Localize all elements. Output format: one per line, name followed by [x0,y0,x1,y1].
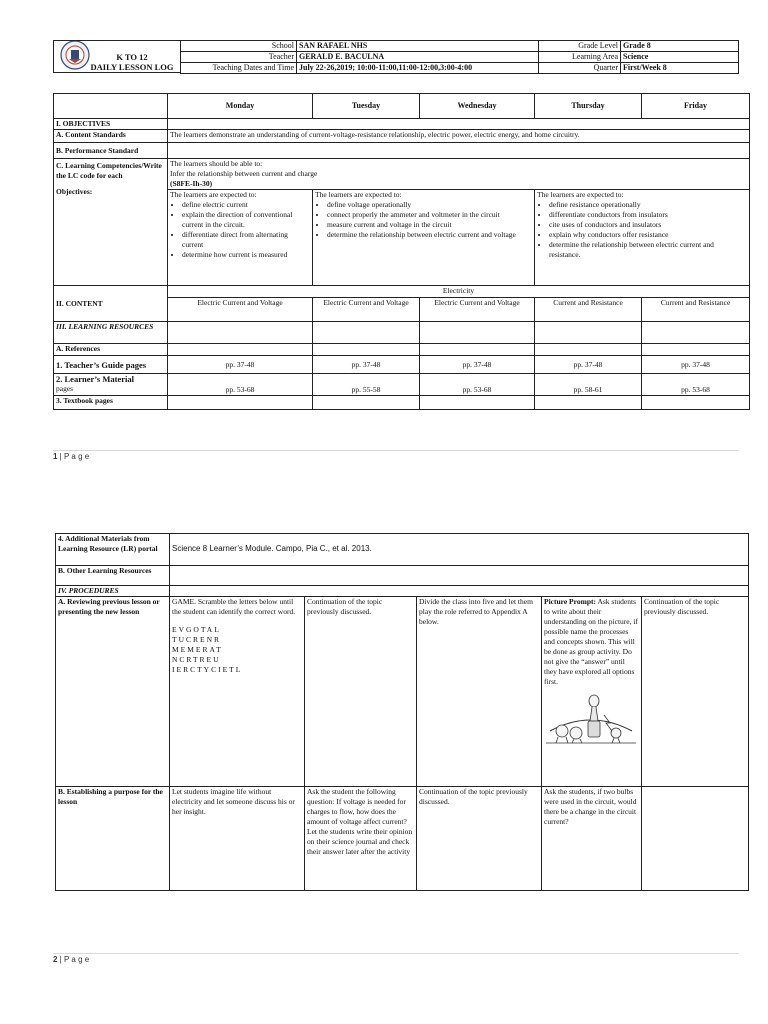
teaching-dates-label: Teaching Dates and Time [181,63,297,74]
tg-pages-monday: pp. 37-48 [168,356,313,374]
page2-footer: 2 | P a g e [53,955,90,964]
picture-prompt-label: Picture Prompt: [544,597,596,606]
objective-item: • differentiate conductors from insulators [549,210,747,220]
scrambled-word: TUCRENR [172,635,222,644]
day-header-thursday: Thursday [535,94,642,119]
competency-code: (S8FE-Ih-30) [170,179,213,188]
tg-pages-tuesday: pp. 37-48 [313,356,420,374]
content-standards-label: A. Content Standards [54,130,168,143]
review-wednesday: Divide the class into five and let them play the role referred to Appendix A below. [417,597,542,787]
competency-intro: The learners should be able to: [170,159,263,168]
tg-pages-wednesday: pp. 37-48 [420,356,535,374]
page-label: P a g e [63,452,90,461]
review-friday: Continuation of the topic previously discussed. [642,597,749,787]
objectives-tuesday [313,190,535,286]
content-friday: Current and Resistance [642,298,750,322]
objective-item: • cite uses of conductors and insulators [549,220,747,230]
day-header-friday: Friday [642,94,750,119]
objective-item: • determine how current is measured [182,250,310,260]
purpose-thursday: Ask the students, if two bulbs were used in the circuit, would there be a change in the circuit current? [542,787,642,891]
purpose-wednesday: Continuation of the topic previously discussed. [417,787,542,891]
teaching-dates-value: July 22-26,2019; 10:00-11:00,11:00-12:00,3:00-4:00 [297,63,539,74]
scrambled-word: NCRTREU [172,655,221,664]
quarter-value: First/Week 8 [621,63,739,74]
day-header-monday: Monday [168,94,313,119]
content-tuesday: Electric Current and Voltage [313,298,420,322]
grade-level-value: Grade 8 [621,41,739,52]
teacher-value: GERALD E. BACULNA [297,52,539,63]
scrambled-word: EVGOTAL [172,625,221,634]
circuit-cartoon-illustration [544,691,639,752]
competencies-label: C. Learning Competencies/Write the LC code for each [56,161,162,180]
lm-pages-friday: pp. 53-68 [642,374,750,396]
additional-materials-text: Science 8 Learner’s Module. Campo, Pia C., et al. 2013. [170,534,749,566]
header-logo-cell [53,40,180,73]
quarter-label: Quarter [539,63,621,74]
objectives-thursday [535,190,750,286]
learners-material-label-pages: pages [56,384,74,393]
objective-item: • define voltage operationally [327,200,532,210]
content-monday: Electric Current and Voltage [168,298,313,322]
lesson-log-table-page2 [55,533,749,891]
page2-footer-rule [53,953,739,954]
objectives-monday-intro: The learners are expected to: [170,190,257,199]
review-monday-text: GAME. Scramble the letters below until the student can identify the correct word. [172,597,296,616]
references-label: A. References [54,344,168,356]
objective-item: • define resistance operationally [549,200,747,210]
content-standards-text: The learners demonstrate an understanding of current-voltage-resistance relationship, electric power, electric energy, and home circuitry. [168,130,750,143]
objective-item: • measure current and voltage in the circuit [327,220,532,230]
page1-footer: 1 | P a g e [53,452,90,461]
review-tuesday: Continuation of the topic previously discussed. [305,597,417,787]
lesson-log-table-page1 [53,93,750,410]
learning-resources-label: III. LEARNING RESOURCES [54,322,168,344]
scrambled-word: IERCTYCIETL [172,665,243,674]
page-number: 2 [53,955,58,964]
lm-pages-thursday: pp. 58-61 [535,374,642,396]
objective-item: • define electric current [182,200,310,210]
textbook-pages-label: 3. Textbook pages [54,396,168,410]
page1-footer-rule [53,450,739,451]
objective-item: • determine the relationship between electric current and resistance. [549,240,747,260]
objective-item: • determine the relationship between electric current and voltage [327,230,532,240]
lm-pages-tuesday: pp. 55-58 [313,374,420,396]
picture-prompt-text: Ask students to write about their understanding on the picture, if possible name the processes and concepts shown. This will be done as group activity. Do not give the “answer” until they have explored all options first. [544,597,638,686]
purpose-friday [642,787,749,891]
procedures-heading: IV. PROCEDURES [56,586,170,597]
lm-pages-wednesday: pp. 53-68 [420,374,535,396]
day-header-wednesday: Wednesday [420,94,535,119]
learners-material-label: 2. Learner’s Material [56,374,134,384]
school-label: School [181,41,297,52]
content-topic: Electricity [168,286,750,298]
objective-item: • explain why conductors offer resistance [549,230,747,240]
review-monday [170,597,305,787]
reviewing-label: A. Reviewing previous lesson or presenting the new lesson [56,597,170,787]
learning-area-label: Learning Area [539,52,621,63]
objective-item: • connect properly the ammeter and voltmeter in the circuit [327,210,532,220]
dll-title-line1: K TO 12 [116,52,148,62]
learning-area-value: Science [621,52,739,63]
objective-item: • explain the direction of conventional current in the circuit. [182,210,310,230]
purpose-tuesday: Ask the student the following question: If voltage is needed for charges to flow, how does the amount of voltage affect current? Let the students write their opinion on their science journal and check their answer later after the activity [305,787,417,891]
day-header-tuesday: Tuesday [313,94,420,119]
grade-level-label: Grade Level [539,41,621,52]
school-value: SAN RAFAEL NHS [297,41,539,52]
tg-pages-friday: pp. 37-48 [642,356,750,374]
content-thursday: Current and Resistance [535,298,642,322]
objectives-sublabel: Objectives: [56,187,93,196]
tg-pages-thursday: pp. 37-48 [535,356,642,374]
establishing-purpose-label: B. Establishing a purpose for the lesson [56,787,170,891]
content-label: II. CONTENT [54,286,168,322]
objectives-thursday-intro: The learners are expected to: [537,190,624,199]
objectives-tuesday-intro: The learners are expected to: [315,190,402,199]
review-thursday [542,597,642,787]
teacher-label: Teacher [181,52,297,63]
objectives-monday [168,190,313,286]
teachers-guide-label: 1. Teacher’s Guide pages [54,356,168,374]
objective-item: • differentiate direct from alternating current [182,230,310,250]
other-resources-label: B. Other Learning Resources [56,566,170,586]
header-info-table [180,40,739,74]
page-label: P a g e [63,955,90,964]
performance-standard-label: B. Performance Standard [54,143,168,159]
lm-pages-monday: pp. 53-68 [168,374,313,396]
additional-materials-label: 4. Additional Materials from Learning Resource (LR) portal [56,534,170,566]
dll-title-line2: DAILY LESSON LOG [90,62,174,72]
content-wednesday: Electric Current and Voltage [420,298,535,322]
scrambled-word: MEMERAT [172,645,223,654]
purpose-monday: Let students imagine life without electricity and let someone discuss his or her insight. [170,787,305,891]
page-number: 1 [53,452,58,461]
objectives-heading: I. OBJECTIVES [54,119,168,130]
competency-text: Infer the relationship between current and charge [170,169,318,178]
